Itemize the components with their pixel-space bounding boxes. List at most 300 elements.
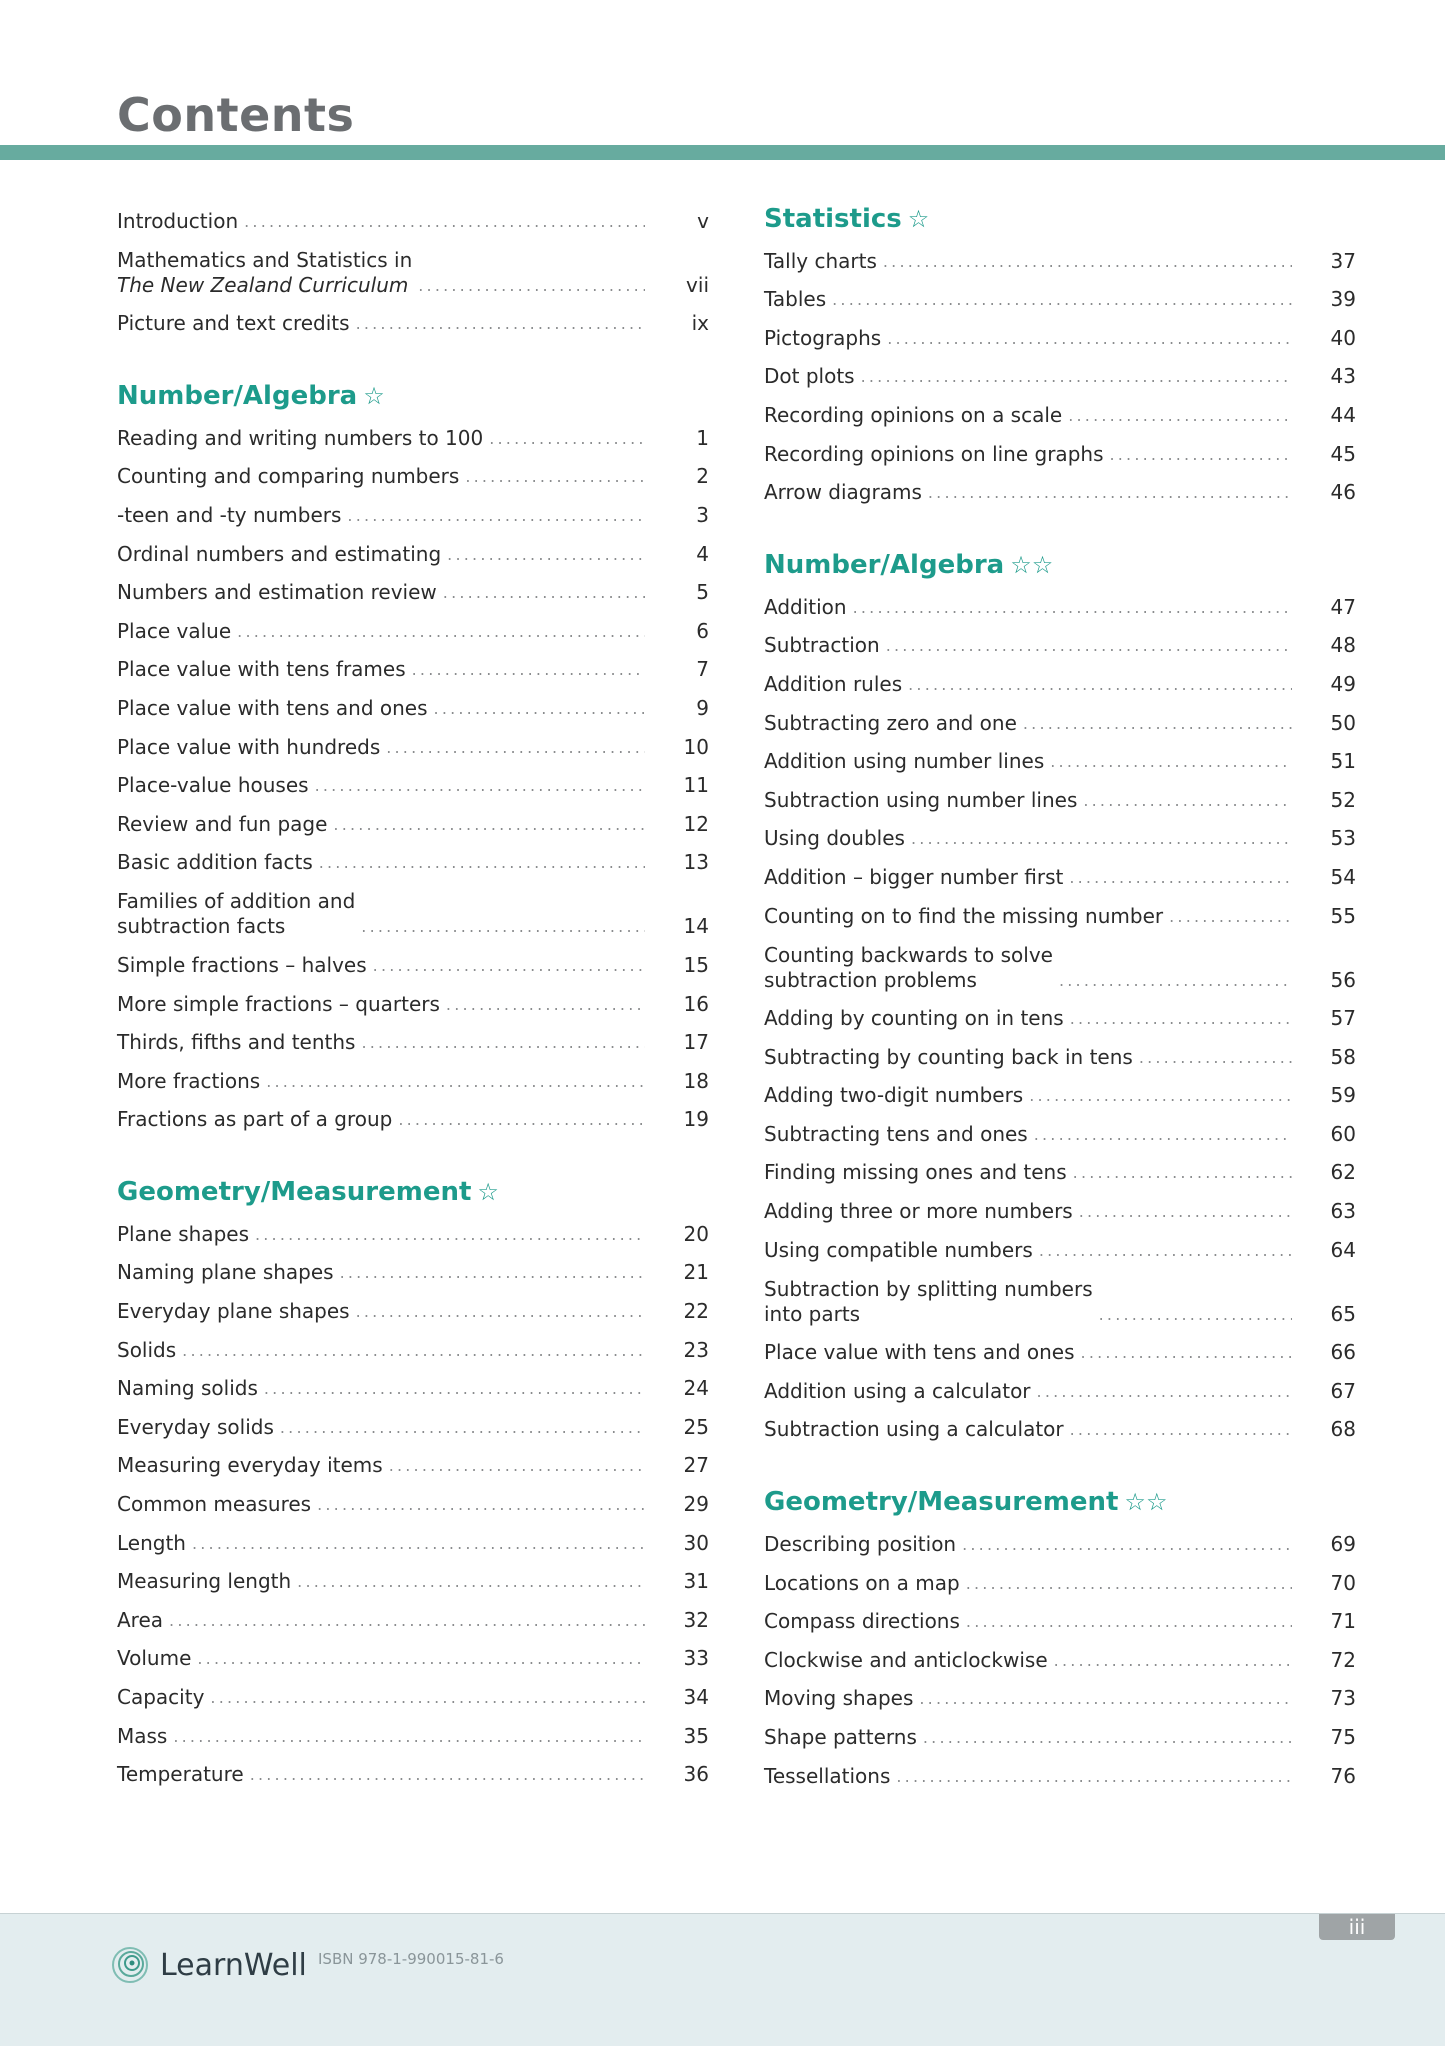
section-number-algebra-2 (764, 545, 1356, 1446)
dot-leader (418, 273, 645, 302)
entry-page-number: ix (691, 311, 709, 336)
toc-entry (117, 1328, 709, 1367)
entry-page-number: 19 (683, 1107, 709, 1132)
star-icon: ☆☆ (1124, 1488, 1168, 1517)
entry-page-number: 22 (683, 1299, 709, 1324)
entry-title: Solids (117, 1337, 177, 1362)
entry-page-number: 29 (683, 1492, 709, 1517)
dot-leader (853, 595, 1292, 624)
toc-entry (117, 1560, 709, 1599)
entry-page-number: 58 (1330, 1044, 1356, 1069)
toc-entry (117, 1059, 709, 1098)
dot-leader (1069, 865, 1292, 894)
front-matter (117, 199, 709, 340)
entry-page-number: 70 (1330, 1570, 1356, 1595)
entry-page-number: 59 (1330, 1083, 1356, 1108)
dot-leader (173, 1724, 645, 1753)
dot-leader (966, 1571, 1292, 1600)
toc-entry (764, 393, 1356, 432)
toc-entry (764, 1228, 1356, 1267)
entry-title: Finding missing ones and tens (764, 1160, 1067, 1185)
dot-leader (966, 1609, 1292, 1638)
toc-entry (764, 1522, 1356, 1561)
toc-entry (117, 455, 709, 494)
toc-entry (764, 1408, 1356, 1447)
entry-page-number: 53 (1330, 826, 1356, 851)
entry-page-number: 11 (683, 773, 709, 798)
toc-entry (764, 855, 1356, 894)
dot-leader (280, 1415, 645, 1444)
entry-title: Simple fractions – halves (117, 952, 367, 977)
toc-entry (117, 686, 709, 725)
entry-title: Counting on to find the missing number (764, 903, 1164, 928)
entry-title: -teen and -ty numbers (117, 502, 342, 527)
dot-leader (1083, 788, 1292, 817)
entry-title: Tessellations (764, 1763, 891, 1788)
entry-title: Thirds, fifths and tenths (117, 1030, 356, 1055)
toc-entry (764, 1600, 1356, 1639)
dot-leader (928, 480, 1292, 509)
toc-entry (117, 1021, 709, 1060)
entry-page-number: 43 (1330, 364, 1356, 389)
dot-leader (919, 1686, 1292, 1715)
toc-entry (764, 740, 1356, 779)
entry-page-number: 21 (683, 1260, 709, 1285)
toc-entry (117, 199, 709, 238)
section-geometry-measurement-1 (117, 1172, 709, 1791)
entry-title: Place value with tens frames (117, 657, 406, 682)
entry-title: Measuring everyday items (117, 1453, 383, 1478)
entry-page-number: 25 (683, 1414, 709, 1439)
entry-title: Subtracting tens and ones (764, 1121, 1028, 1146)
dot-leader (266, 1069, 645, 1098)
entry-page-number: 32 (683, 1607, 709, 1632)
section-heading: Number/Algebra ☆ (117, 381, 385, 412)
entry-title: Clockwise and anticlockwise (764, 1647, 1048, 1672)
dot-leader (1070, 1417, 1292, 1446)
toc-entry (117, 571, 709, 610)
entry-page-number: 45 (1330, 441, 1356, 466)
entry-title: Describing position (764, 1532, 957, 1557)
entry-page-number: 5 (696, 580, 709, 605)
entry-title: Fractions as part of a group (117, 1107, 393, 1132)
dot-leader (887, 326, 1292, 355)
dot-leader (911, 826, 1292, 855)
entry-title: Tally charts (764, 248, 877, 273)
entry-page-number: 18 (683, 1068, 709, 1093)
entry-title: Subtraction by splitting numbers (764, 1276, 1093, 1301)
entry-page-number: 4 (696, 541, 709, 566)
dot-leader (255, 1222, 645, 1251)
entry-title: Addition using number lines (764, 749, 1045, 774)
entry-title: Locations on a map (764, 1570, 960, 1595)
section-statistics-1 (764, 199, 1356, 509)
toc-entry (117, 302, 709, 341)
section-heading: Number/Algebra ☆☆ (764, 550, 1054, 581)
entry-title-line-2: subtraction problems (764, 967, 977, 992)
dot-leader (237, 619, 645, 648)
entry-title: Place value with tens and ones (764, 1340, 1075, 1365)
section-number-algebra-1 (117, 376, 709, 1136)
dot-leader (169, 1608, 645, 1637)
entry-page-number: 56 (1330, 967, 1356, 992)
entry-title: Review and fun page (117, 811, 328, 836)
toc-entry (764, 1112, 1356, 1151)
spiral-logo-icon (110, 1945, 150, 1985)
dot-leader (962, 1532, 1292, 1561)
dot-leader (356, 1299, 645, 1328)
entry-title: Picture and text credits (117, 311, 350, 336)
entry-title: Adding two-digit numbers (764, 1083, 1024, 1108)
toc-entry (764, 778, 1356, 817)
dot-leader (398, 1107, 645, 1136)
star-icon: ☆ (363, 382, 385, 411)
entry-page-number: 20 (683, 1221, 709, 1246)
dot-leader (1139, 1045, 1292, 1074)
entry-title: Addition rules (764, 671, 903, 696)
dot-leader (340, 1260, 645, 1289)
toc-entry (117, 1289, 709, 1328)
entry-title: Place value with hundreds (117, 734, 381, 759)
dot-leader (434, 696, 645, 725)
entry-page-number: 24 (683, 1376, 709, 1401)
toc-entry (117, 1753, 709, 1792)
toc-entry (764, 701, 1356, 740)
toc-entry (117, 802, 709, 841)
entry-title: Place value (117, 618, 232, 643)
entry-title: Tables (764, 287, 827, 312)
entry-title: Recording opinions on a scale (764, 402, 1063, 427)
entry-title: Capacity (117, 1685, 205, 1709)
dot-leader (1081, 1340, 1292, 1369)
entry-page-number: 15 (683, 952, 709, 977)
entry-page-number: 60 (1330, 1121, 1356, 1146)
toc-entry (117, 648, 709, 687)
entry-title: Mathematics and Statistics in (117, 247, 413, 272)
entry-page-number: 51 (1330, 749, 1356, 774)
toc-entry (764, 1677, 1356, 1716)
dot-leader (361, 914, 645, 943)
entry-title: Subtracting by counting back in tens (764, 1044, 1133, 1069)
toc-entry (764, 471, 1356, 510)
entry-title: Area (117, 1607, 164, 1632)
dot-leader (347, 503, 645, 532)
toc-entry (117, 1598, 709, 1637)
entry-page-number: 27 (683, 1453, 709, 1478)
toc-entry (117, 841, 709, 880)
entry-title: Counting and comparing numbers (117, 464, 460, 489)
toc-entry (764, 1715, 1356, 1754)
toc-entry (764, 1189, 1356, 1228)
entry-title: More fractions (117, 1068, 261, 1093)
entry-page-number: 66 (1330, 1340, 1356, 1365)
entry-title-line-2: subtraction facts (117, 914, 286, 939)
entry-title: Basic addition facts (117, 850, 313, 875)
dot-leader (356, 311, 645, 340)
page-number: iii (1319, 1914, 1395, 1940)
entry-title: Subtraction (764, 633, 880, 658)
dot-leader (1109, 442, 1292, 471)
section-heading: Geometry/Measurement ☆☆ (764, 1487, 1168, 1518)
toc-entry (764, 316, 1356, 355)
toc-entry (117, 1405, 709, 1444)
contents-column-left (117, 199, 709, 1791)
toc-entry (764, 624, 1356, 663)
dot-leader (1059, 968, 1292, 997)
dot-leader (297, 1569, 645, 1598)
entry-page-number: 36 (683, 1762, 709, 1787)
entry-page-number: 62 (1330, 1160, 1356, 1185)
entry-page-number: 72 (1330, 1647, 1356, 1672)
toc-entry (117, 532, 709, 571)
toc-entry (117, 879, 709, 943)
entry-title: Using compatible numbers (764, 1237, 1033, 1262)
learnwell-logo (110, 1945, 307, 1985)
entry-page-number: 67 (1330, 1378, 1356, 1403)
star-icon: ☆ (907, 205, 930, 233)
entry-title: Recording opinions on line graphs (764, 441, 1104, 466)
entry-title: Counting backwards to solve (764, 942, 1053, 967)
toc-entry (764, 1754, 1356, 1793)
star-icon: ☆ (477, 1178, 499, 1207)
entry-page-number: 39 (1330, 287, 1356, 312)
dot-leader (264, 1376, 645, 1405)
toc-entry (764, 894, 1356, 933)
entry-page-number: 57 (1330, 1006, 1356, 1031)
title-rule (0, 145, 1445, 160)
toc-entry (764, 1561, 1356, 1600)
dot-leader (923, 1725, 1292, 1754)
entry-page-number: 50 (1330, 710, 1356, 735)
star-icon: ☆☆ (1010, 551, 1054, 580)
dot-leader (883, 249, 1292, 278)
dot-leader (182, 1338, 645, 1367)
toc-entry (764, 1638, 1356, 1677)
entry-page-number: 54 (1330, 864, 1356, 889)
dot-leader (446, 992, 645, 1021)
entry-page-number: 37 (1330, 248, 1356, 273)
dot-leader (861, 364, 1292, 393)
entry-title: Length (117, 1530, 186, 1555)
entry-title: Temperature (117, 1762, 244, 1787)
entry-page-number: 16 (683, 991, 709, 1016)
entry-page-number: v (697, 208, 709, 233)
toc-entry (764, 239, 1356, 278)
toc-entry (764, 662, 1356, 701)
entry-title: Families of addition and (117, 889, 356, 914)
toc-entry (764, 1151, 1356, 1190)
toc-entry (764, 278, 1356, 317)
dot-leader (210, 1685, 645, 1714)
entry-title: Arrow diagrams (764, 480, 922, 505)
dot-leader (317, 1492, 645, 1521)
page-title: Contents (117, 88, 355, 142)
dot-leader (315, 773, 645, 802)
entry-page-number: 49 (1330, 671, 1356, 696)
entry-page-number: 75 (1330, 1725, 1356, 1749)
entry-page-number: 30 (683, 1530, 709, 1555)
entry-page-number: 3 (696, 502, 709, 527)
entry-page-number: 47 (1330, 594, 1356, 619)
entry-title: Everyday solids (117, 1414, 274, 1439)
dot-leader (908, 672, 1292, 701)
dot-leader (319, 850, 645, 879)
entry-page-number: 34 (683, 1685, 709, 1709)
dot-leader (389, 1453, 645, 1482)
entry-page-number: 65 (1330, 1301, 1356, 1326)
toc-entry (117, 943, 709, 982)
entry-title: Subtracting zero and one (764, 710, 1017, 735)
entry-title: Subtraction using number lines (764, 787, 1078, 812)
entry-title: Using doubles (764, 826, 905, 851)
dot-leader (373, 953, 645, 982)
dot-leader (1034, 1122, 1292, 1151)
entry-page-number: 17 (683, 1030, 709, 1055)
dot-leader (386, 735, 645, 764)
dot-leader (832, 287, 1292, 316)
toc-entry (117, 1367, 709, 1406)
toc-entry (764, 1267, 1356, 1331)
entry-title: More simple fractions – quarters (117, 991, 440, 1016)
dot-leader (1037, 1379, 1292, 1408)
toc-entry (764, 355, 1356, 394)
entry-title: Common measures (117, 1492, 312, 1517)
entry-title: Place-value houses (117, 773, 309, 798)
toc-entry (117, 1637, 709, 1676)
section-geometry-measurement-2 (764, 1482, 1356, 1792)
contents-column-right (764, 199, 1356, 1793)
dot-leader (1023, 711, 1292, 740)
dot-leader (1073, 1160, 1292, 1189)
entry-page-number: 63 (1330, 1199, 1356, 1224)
entry-title: Adding three or more numbers (764, 1199, 1073, 1224)
entry-page-number: 73 (1330, 1686, 1356, 1711)
dot-leader (244, 209, 645, 238)
toc-entry (117, 1098, 709, 1137)
isbn: ISBN 978-1-990015-81-6 (318, 1950, 504, 1968)
entry-page-number: 64 (1330, 1237, 1356, 1262)
dot-leader (1099, 1302, 1292, 1331)
entry-page-number: 23 (683, 1337, 709, 1362)
entry-page-number: 14 (683, 914, 709, 939)
dot-leader (412, 657, 645, 686)
entry-title: Addition (764, 594, 847, 619)
toc-entry (117, 725, 709, 764)
dot-leader (1068, 403, 1292, 432)
entry-title: Mass (117, 1723, 168, 1748)
entry-page-number: 6 (696, 618, 709, 643)
entry-title: Subtraction using a calculator (764, 1417, 1064, 1442)
dot-leader (1050, 749, 1292, 778)
toc-entry (117, 1714, 709, 1753)
entry-title: Naming solids (117, 1376, 258, 1401)
entry-title: Addition using a calculator (764, 1378, 1031, 1403)
entry-title: Addition – bigger number first (764, 864, 1064, 889)
entry-title: Volume (117, 1646, 192, 1671)
dot-leader (197, 1646, 645, 1675)
toc-entry (117, 1251, 709, 1290)
entry-page-number: 48 (1330, 633, 1356, 658)
entry-page-number: 71 (1330, 1609, 1356, 1634)
entry-title: Plane shapes (117, 1221, 249, 1246)
dot-leader (886, 633, 1292, 662)
toc-entry (117, 1444, 709, 1483)
toc-entry (117, 416, 709, 455)
toc-entry (117, 238, 709, 302)
toc-entry (764, 1035, 1356, 1074)
dot-leader (333, 812, 645, 841)
dot-leader (1029, 1083, 1292, 1112)
entry-page-number: 12 (683, 811, 709, 836)
entry-title: Compass directions (764, 1609, 960, 1634)
entry-page-number: 2 (696, 464, 709, 489)
entry-page-number: 10 (683, 734, 709, 759)
entry-title: Measuring length (117, 1569, 292, 1594)
toc-entry (764, 585, 1356, 624)
dot-leader (361, 1030, 645, 1059)
toc-entry (764, 1331, 1356, 1370)
entry-page-number: 76 (1330, 1763, 1356, 1788)
entry-title: Pictographs (764, 325, 882, 350)
entry-page-number: 1 (696, 425, 709, 450)
dot-leader (1070, 1006, 1292, 1035)
dot-leader (192, 1531, 645, 1560)
entry-title: Dot plots (764, 364, 855, 389)
entry-title: Ordinal numbers and estimating (117, 541, 442, 566)
dot-leader (1039, 1238, 1292, 1267)
toc-entry (764, 1074, 1356, 1113)
entry-title: Numbers and estimation review (117, 580, 437, 605)
toc-entry (117, 609, 709, 648)
entry-page-number: 55 (1330, 903, 1356, 928)
entry-title-line-2: The New Zealand Curriculum (117, 272, 409, 297)
entry-page-number: 35 (683, 1723, 709, 1748)
toc-entry (764, 432, 1356, 471)
entry-page-number: 9 (696, 695, 709, 720)
entry-title: Place value with tens and ones (117, 695, 428, 720)
toc-entry (764, 1369, 1356, 1408)
dot-leader (465, 464, 645, 493)
entry-title: Naming plane shapes (117, 1260, 334, 1285)
dot-leader (250, 1762, 645, 1791)
brand-name: LearnWell (160, 1947, 307, 1983)
entry-page-number: 44 (1330, 402, 1356, 427)
toc-entry (117, 493, 709, 532)
entry-page-number: 52 (1330, 787, 1356, 812)
dot-leader (447, 542, 645, 571)
entry-title: Everyday plane shapes (117, 1299, 350, 1324)
section-heading: Statistics ☆ (764, 204, 930, 234)
entry-page-number: 31 (683, 1569, 709, 1594)
toc-entry (764, 817, 1356, 856)
entry-page-number: 40 (1330, 325, 1356, 350)
entry-page-number: 69 (1330, 1532, 1356, 1557)
entry-page-number: 33 (683, 1646, 709, 1671)
toc-entry (117, 1521, 709, 1560)
dot-leader (489, 426, 645, 455)
entry-page-number: 13 (683, 850, 709, 875)
dot-leader (443, 580, 645, 609)
dot-leader (1169, 904, 1292, 933)
toc-entry (117, 982, 709, 1021)
entry-page-number: 7 (696, 657, 709, 682)
entry-title: Adding by counting on in tens (764, 1006, 1064, 1031)
entry-title: Introduction (117, 208, 239, 233)
toc-entry (117, 764, 709, 803)
entry-title: Moving shapes (764, 1686, 914, 1711)
entry-page-number: 68 (1330, 1417, 1356, 1442)
entry-title: Shape patterns (764, 1725, 917, 1749)
